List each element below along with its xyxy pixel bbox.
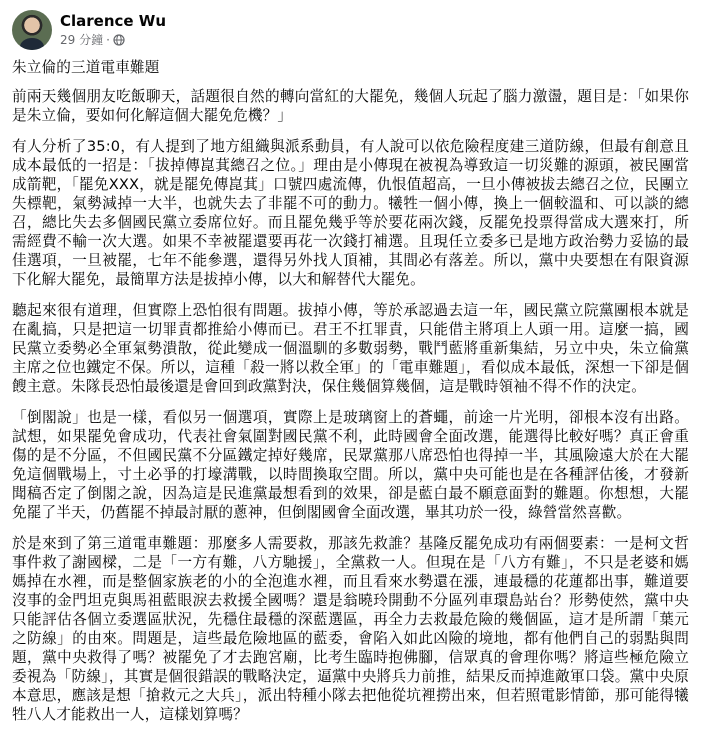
post-body xyxy=(12,58,689,724)
paragraph-3: 聽起來很有道理，但實際上恐怕很有問題。拔掉小傳，等於承認過去這一年，國民黨立院黨團根本就是在亂搞，只是把這一切罪責都推給小傳而已。君王不扛罪責，只能借主將項上人頭一用。這麼一搞，國民黨立委勢必全軍氣勢潰散，從此變成一個溫馴的多數弱勢，戰鬥藍將重新集結，另立中央，朱立倫黨主席之位也鐵定不保。所以，這種「殺一將以救全軍」的「電車難題」，看似成本最低，深想一下卻是個餿主意。朱隊長恐怕最後還是會回到政黨對決，保住幾個算幾個，這是戰時領袖不得不作的決定。 xyxy=(12,302,689,395)
separator-dot: · xyxy=(106,33,110,47)
post-timestamp[interactable]: 29 分鐘 xyxy=(60,33,104,47)
paragraph-5: 於是來到了第三道電車難題：那麼多人需要救，那該先救誰？基隆反罷免成功有兩個要素：一是柯文哲事件救了謝國樑，二是「一方有難，八方馳援」，全黨救一人。但現在是「八方有難」，不只是老婆和媽媽掉在水裡，而是整個家族老的小的全泡進水裡，而且看來水勢還在漲，連最穩的花蓮都出事，難道要沒事的金門坦克與馬祖藍眼淚去救援全國嗎？還是翁曉玲開動不分區列車環島站台？形勢使然，黨中央只能評估各個立委選區狀況，先穩住最穩的深藍選區，再全力去救最危險的幾個區，這才是所謂「葉元之防線」的由來。問題是，這些最危險地區的藍委，會陷入如此凶險的境地，都有他們自己的弱點與問題，黨中央救得了嗎？被罷免了才去跑宮廟，比考生臨時抱佛腳，信眾真的會理你嗎？將這些極危險立委視為「防線」，其實是個很錯誤的戰略決定，逼黨中央將兵力前推，結果反而掉進敵軍口袋。黨中央原本意思，應該是想「搶救元之大兵」，派出特種小隊去把他從坑裡撈出來，但若照電影情節，那可能得犧牲八人才能救出一人，這樣划算嗎？ xyxy=(12,535,689,723)
paragraph-2: 有人分析了35:0，有人提到了地方組織與派系動員，有人說可以依危險程度建三道防線，但最有創意且成本最低的一招是：「拔掉傳崑萁總召之位。」理由是小傳現在被視為導致這一切災難的源頭，被民團當成箭靶，「罷免XXX，就是罷免傳崑萁」口號四處流傳，仇恨值超高，一旦小傳被拔去總召之位，民團立失標靶，氣勢減掉一大半，也就失去了非罷不可的動力。犧牲一個小傳，換上一個較溫和、可以談的總召，總比失去多個國民黨立委席位好。而且罷免幾乎等於要花兩次錢，反罷免投票得當成大選來打，所需經費不輸一次大選。如果不幸被罷還要再花一次錢打補選。且現任立委多已是地方政治勢力妥協的最佳選項，一旦被罷，七年不能參選，還得另外找人頂補，其間必有落差。所以，黨中央要想在有限資源下化解大罷免，最簡單方法是拔掉小傳，以大和解替代大罷免。 xyxy=(12,138,689,288)
author-name[interactable]: Clarence Wu xyxy=(60,12,167,30)
avatar[interactable] xyxy=(12,10,52,50)
post-subline xyxy=(60,32,166,48)
paragraph-4: 「倒閣說」也是一樣，看似另一個選項，實際上是玻璃窗上的蒼蠅，前途一片光明，卻根本沒有出路。試想，如果罷免會成功，代表社會氣圍對國民黨不利，此時國會全面改選，能選得比較好嗎？真正會重傷的是不分區，不但國民黨不分區鐵定掉好幾席，民眾黨那八席恐怕也得掉一半，其風險遠大於在大罷免這個戰場上，寸土必爭的打壕溝戰，以時間換取空間。所以，黨中央可能也是在各種評估後，才發新聞稿否定了倒閣之說，因為這是民進黨最想看到的效果，卻是藍白最不願意面對的難題。你想想，大罷免罷了半天，仍舊罷不掉最討厭的蔥神，但倒閣國會全面改選，畢其功於一役，綠營當然喜歡。 xyxy=(12,409,689,521)
globe-icon[interactable] xyxy=(113,34,125,46)
post-title: 朱立倫的三道電車難題 xyxy=(12,59,160,76)
paragraph-1: 前兩天幾個朋友吃飯聊天，話題很自然的轉向當紅的大罷免，幾個人玩起了腦力激盪，題目是：「如果你是朱立倫，要如何化解這個大罷免危機？」 xyxy=(12,88,689,124)
post-header xyxy=(12,10,689,50)
post-meta xyxy=(60,12,166,48)
